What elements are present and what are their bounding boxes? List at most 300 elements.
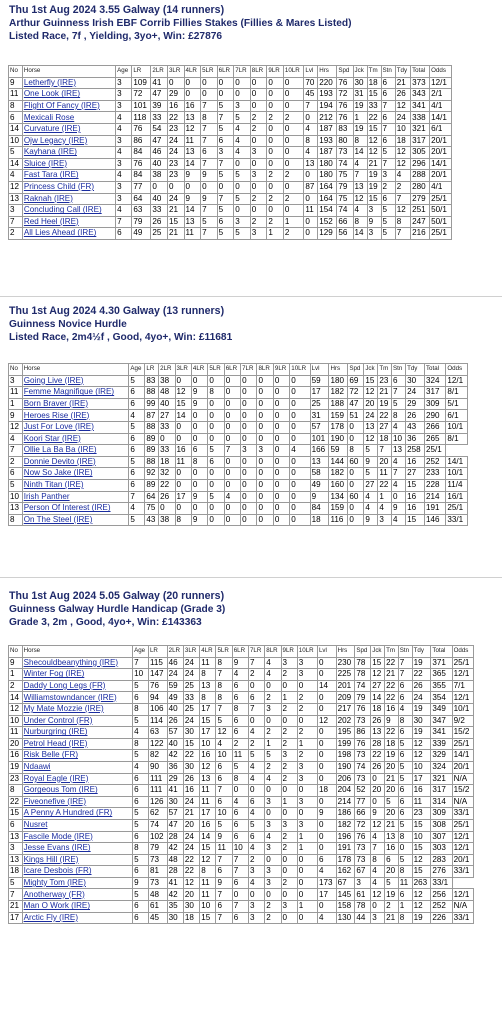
table-cell: 217: [336, 703, 355, 715]
table-cell: 111: [148, 773, 167, 785]
horse-link[interactable]: Mexicali Rose: [22, 112, 115, 124]
table-cell: 1: [281, 796, 297, 808]
table-cell: 8: [392, 410, 406, 422]
horse-link[interactable]: Gorgeous Tom (IRE): [22, 785, 132, 797]
horse-link[interactable]: Petrol Head (IRE): [22, 738, 132, 750]
table-cell: 11: [398, 877, 412, 889]
table-cell: 0: [317, 727, 336, 739]
table-cell: 18: [367, 77, 381, 89]
table-cell: 81: [148, 866, 167, 878]
table-row: [9, 135, 452, 147]
table-cell: 9: [367, 216, 381, 228]
table-cell: 10/1: [446, 468, 468, 480]
table-cell: 19: [378, 398, 392, 410]
table-row: [9, 715, 474, 727]
table-cell: 0: [175, 433, 191, 445]
table-cell: 0: [281, 912, 297, 924]
table-cell: 15: [367, 123, 381, 135]
table-cell: 6: [232, 819, 248, 831]
table-cell: 12: [175, 387, 191, 399]
table-cell: 0: [257, 421, 273, 433]
table-cell: 10/1: [452, 703, 473, 715]
table-cell: 24: [183, 657, 199, 669]
table-cell: 10: [392, 433, 406, 445]
horse-link[interactable]: Nusret: [22, 819, 132, 831]
horse-link[interactable]: All Lies Ahead (IRE): [22, 228, 115, 240]
table-cell: 19: [367, 170, 381, 182]
table-cell: 0: [283, 123, 304, 135]
column-header: No: [9, 364, 23, 376]
horse-link[interactable]: My Mate Mozzie (IRE): [22, 703, 132, 715]
table-row: [9, 158, 452, 170]
table-cell: 2: [9, 456, 23, 468]
table-cell: 12: [364, 433, 378, 445]
table-cell: 14: [9, 123, 23, 135]
table-cell: 6: [398, 727, 412, 739]
column-header: 9LR: [281, 646, 297, 658]
race-info: Listed Race, 7f , Yielding, 3yo+, Win: £27876: [9, 31, 223, 42]
table-cell: 35: [167, 901, 183, 913]
table-cell: 373: [411, 77, 430, 89]
horse-link[interactable]: Man O Work (IRE): [22, 901, 132, 913]
horse-link[interactable]: Winter Fog (IRE): [22, 669, 132, 681]
table-cell: 7: [201, 158, 218, 170]
table-cell: 6: [129, 433, 145, 445]
horse-link[interactable]: Irish Panther: [22, 491, 129, 503]
horse-link[interactable]: Heroes Rise (IRE): [22, 410, 129, 422]
table-cell: 0: [257, 514, 273, 526]
horse-link[interactable]: Person Of Interest (IRE): [22, 503, 129, 515]
table-cell: 0: [273, 456, 289, 468]
horse-link[interactable]: Jesse Evans (IRE): [22, 843, 132, 855]
table-cell: 30: [167, 796, 183, 808]
table-cell: 5: [398, 738, 412, 750]
column-header: 7LR: [241, 364, 257, 376]
table-cell: 3: [116, 89, 132, 101]
table-cell: 0: [297, 912, 317, 924]
table-row: [9, 456, 468, 468]
table-cell: 17: [412, 773, 431, 785]
table-cell: 79: [355, 692, 371, 704]
table-cell: 11: [378, 468, 392, 480]
table-cell: 2: [281, 843, 297, 855]
table-cell: 54: [151, 123, 168, 135]
table-cell: 7: [201, 228, 218, 240]
horse-link[interactable]: Raknah (IRE): [22, 193, 115, 205]
table-cell: 7: [381, 100, 395, 112]
race-table-1: [8, 65, 452, 240]
horse-link[interactable]: Kings Hill (IRE): [22, 854, 132, 866]
table-cell: 9: [364, 514, 378, 526]
horse-link[interactable]: Ollie La Ba Ba (IRE): [22, 445, 129, 457]
table-cell: 2: [283, 193, 304, 205]
table-row: [9, 421, 468, 433]
table-cell: 22: [378, 410, 392, 422]
table-cell: 13: [184, 112, 201, 124]
horse-link[interactable]: Shecouldbeanything (IRE): [22, 657, 132, 669]
table-cell: 19: [412, 703, 431, 715]
horse-link[interactable]: Royal Eagle (IRE): [22, 773, 132, 785]
horse-link[interactable]: Under Control (FR): [22, 715, 132, 727]
table-cell: 252: [431, 901, 452, 913]
table-cell: 129: [318, 228, 337, 240]
table-cell: 5: [381, 205, 395, 217]
horse-link[interactable]: Sluice (IRE): [22, 158, 115, 170]
table-cell: 0: [234, 205, 251, 217]
table-cell: 24: [167, 669, 183, 681]
table-cell: 2: [297, 750, 317, 762]
table-cell: 6: [129, 468, 145, 480]
table-cell: 187: [318, 147, 337, 159]
table-cell: 8: [216, 657, 232, 669]
table-cell: 4: [116, 123, 132, 135]
horse-link[interactable]: Mighty Tom (IRE): [22, 877, 132, 889]
table-cell: 2: [9, 680, 23, 692]
table-cell: 2: [250, 216, 267, 228]
table-cell: 30: [183, 901, 199, 913]
horse-link[interactable]: Going Live (IRE): [22, 375, 129, 387]
table-cell: 12: [412, 854, 431, 866]
table-cell: 89: [145, 445, 159, 457]
table-cell: 2: [9, 228, 23, 240]
horse-link[interactable]: Daddy Long Legs (FR): [22, 680, 132, 692]
table-cell: 8: [200, 692, 216, 704]
horse-link[interactable]: Donnie Devito (IRE): [22, 456, 129, 468]
table-cell: 3: [297, 819, 317, 831]
table-cell: 0: [348, 433, 364, 445]
table-cell: 18: [9, 866, 23, 878]
horse-link[interactable]: Icare Desbois (FR): [22, 866, 132, 878]
horse-link[interactable]: Ninth Titan (IRE): [22, 479, 129, 491]
table-cell: 0: [281, 866, 297, 878]
table-cell: 186: [336, 808, 355, 820]
table-cell: 25: [310, 398, 329, 410]
table-cell: 317: [411, 135, 430, 147]
table-cell: 0: [257, 398, 273, 410]
horse-link[interactable]: Red Heel (IRE): [22, 216, 115, 228]
column-header: 8LR: [257, 364, 273, 376]
table-row: [9, 398, 468, 410]
table-cell: 6: [398, 692, 412, 704]
table-cell: 4: [234, 123, 251, 135]
table-cell: 0: [281, 854, 297, 866]
table-cell: 0: [191, 410, 207, 422]
horse-link[interactable]: Fiveonefive (IRE): [22, 796, 132, 808]
table-cell: 5: [208, 491, 224, 503]
table-cell: 0: [232, 785, 248, 797]
table-cell: 193: [318, 89, 337, 101]
table-cell: 0: [283, 147, 304, 159]
table-cell: 22: [378, 479, 392, 491]
table-cell: 15: [183, 738, 199, 750]
table-cell: 80: [337, 135, 353, 147]
horse-link[interactable]: Concluding Call (IRE): [22, 205, 115, 217]
table-cell: 11: [9, 89, 23, 101]
horse-link[interactable]: Williamstowndancer (IRE): [22, 692, 132, 704]
table-cell: 5: [234, 112, 251, 124]
table-cell: 0: [250, 135, 267, 147]
table-cell: 14: [371, 692, 385, 704]
table-cell: 198: [336, 750, 355, 762]
table-cell: 23: [167, 170, 184, 182]
table-cell: 7: [216, 703, 232, 715]
table-cell: 0: [267, 135, 284, 147]
table-cell: 7: [9, 216, 23, 228]
table-cell: 4: [133, 727, 149, 739]
table-cell: 45: [148, 912, 167, 924]
horse-link[interactable]: Just For Love (IRE): [22, 421, 129, 433]
horse-link[interactable]: Anotherway (FR): [22, 889, 132, 901]
table-cell: 75: [337, 170, 353, 182]
table-cell: 4: [116, 205, 132, 217]
table-cell: 160: [329, 479, 348, 491]
horse-link[interactable]: Now So Jake (IRE): [22, 468, 129, 480]
table-cell: 3: [116, 181, 132, 193]
table-cell: 4: [265, 657, 281, 669]
table-cell: 5: [9, 147, 23, 159]
table-cell: 6: [232, 912, 248, 924]
table-cell: 2: [395, 181, 410, 193]
table-cell: 18: [183, 912, 199, 924]
table-cell: 349: [431, 703, 452, 715]
table-cell: 182: [329, 468, 348, 480]
table-cell: 0: [175, 421, 191, 433]
table-cell: 12: [317, 715, 336, 727]
table-cell: 6: [133, 692, 149, 704]
table-cell: 8: [395, 216, 410, 228]
table-cell: 8: [191, 456, 207, 468]
column-header: Age: [133, 646, 149, 658]
table-cell: 0: [290, 479, 310, 491]
table-cell: 12: [353, 193, 367, 205]
table-cell: 4: [129, 503, 145, 515]
horse-link[interactable]: Nurburgring (IRE): [22, 727, 132, 739]
table-cell: 20: [364, 398, 378, 410]
table-cell: 77: [355, 796, 371, 808]
table-cell: 72: [337, 89, 353, 101]
table-cell: 33: [367, 100, 381, 112]
table-cell: 6: [232, 808, 248, 820]
table-cell: 2: [232, 738, 248, 750]
table-row: [9, 692, 474, 704]
column-header: 5LR: [208, 364, 224, 376]
table-cell: 23: [167, 123, 184, 135]
table-cell: 6: [398, 680, 412, 692]
table-cell: 33: [159, 445, 175, 457]
table-cell: 3: [248, 912, 264, 924]
table-cell: 4: [248, 877, 264, 889]
table-cell: 63: [148, 727, 167, 739]
table-cell: 21: [385, 773, 399, 785]
table-cell: 9: [310, 491, 329, 503]
table-cell: 83: [145, 375, 159, 387]
table-cell: 59: [167, 680, 183, 692]
column-header: No: [9, 646, 23, 658]
table-cell: 7: [398, 657, 412, 669]
table-cell: 10: [216, 750, 232, 762]
table-row: [9, 387, 468, 399]
table-cell: 33/1: [431, 877, 452, 889]
table-cell: 0: [241, 375, 257, 387]
column-header: Tdy: [412, 646, 431, 658]
table-cell: 276: [431, 866, 452, 878]
table-cell: 214: [336, 796, 355, 808]
table-cell: 26: [371, 761, 385, 773]
table-cell: 182: [336, 819, 355, 831]
table-cell: 0: [241, 410, 257, 422]
table-cell: 22: [385, 727, 399, 739]
table-cell: 21: [385, 912, 399, 924]
table-cell: 6: [248, 831, 264, 843]
table-cell: 1: [378, 491, 392, 503]
race-table-3: [8, 645, 474, 924]
horse-link[interactable]: Born Braver (IRE): [22, 398, 129, 410]
table-cell: 7/1: [452, 680, 473, 692]
horse-link[interactable]: Fascile Mode (IRE): [22, 831, 132, 843]
column-header: 4LR: [191, 364, 207, 376]
table-cell: 0: [283, 181, 304, 193]
table-cell: 2: [281, 761, 297, 773]
table-cell: 73: [355, 773, 371, 785]
table-cell: 5: [248, 819, 264, 831]
column-header: 10LR: [283, 66, 304, 78]
table-cell: 0: [371, 796, 385, 808]
table-cell: 9: [216, 831, 232, 843]
table-cell: 72: [355, 819, 371, 831]
table-cell: 204: [336, 785, 355, 797]
table-cell: 0: [201, 77, 218, 89]
table-cell: 4: [371, 866, 385, 878]
table-cell: 6: [216, 901, 232, 913]
table-cell: 4: [290, 445, 310, 457]
table-cell: 89: [145, 433, 159, 445]
table-cell: 12/1: [452, 692, 473, 704]
table-cell: 6/1: [430, 123, 452, 135]
table-cell: 18: [395, 135, 410, 147]
table-cell: 321: [431, 773, 452, 785]
horse-link[interactable]: Ndaawi: [22, 761, 132, 773]
table-cell: 7: [392, 468, 406, 480]
horse-link[interactable]: Letherfly (IRE): [22, 77, 115, 89]
table-cell: 0: [317, 738, 336, 750]
horse-link[interactable]: Ojw Legacy (IRE): [22, 135, 115, 147]
table-cell: 7: [116, 216, 132, 228]
table-cell: 15: [200, 912, 216, 924]
table-cell: 15: [412, 866, 431, 878]
table-cell: 6: [248, 692, 264, 704]
table-cell: 4: [371, 831, 385, 843]
table-cell: 0: [283, 135, 304, 147]
table-cell: 12: [412, 889, 431, 901]
table-cell: 6/1: [446, 410, 468, 422]
table-cell: 206: [336, 773, 355, 785]
table-cell: 263: [412, 877, 431, 889]
table-cell: 2: [267, 112, 284, 124]
table-cell: 0: [348, 468, 364, 480]
table-cell: 9: [9, 77, 23, 89]
column-header: Jck: [371, 646, 385, 658]
table-cell: 88: [145, 421, 159, 433]
table-cell: 0: [257, 375, 273, 387]
table-cell: 214: [424, 491, 445, 503]
table-cell: 2: [250, 112, 267, 124]
table-cell: 0: [224, 398, 240, 410]
table-cell: 76: [355, 703, 371, 715]
table-cell: 47: [167, 819, 183, 831]
table-cell: 0: [290, 421, 310, 433]
table-cell: 11: [200, 889, 216, 901]
table-cell: 9: [216, 877, 232, 889]
table-cell: 3: [297, 796, 317, 808]
table-cell: 16: [412, 785, 431, 797]
table-cell: 79: [337, 181, 353, 193]
horse-link[interactable]: Flight Of Fancy (IRE): [22, 100, 115, 112]
table-cell: 0: [304, 228, 318, 240]
table-cell: 1: [297, 738, 317, 750]
table-cell: 9: [133, 877, 149, 889]
horse-link[interactable]: One Look (IRE): [22, 89, 115, 101]
horse-link[interactable]: Fast Tara (IRE): [22, 170, 115, 182]
table-cell: 8/1: [446, 387, 468, 399]
table-cell: 3: [116, 193, 132, 205]
table-cell: 0: [290, 514, 310, 526]
horse-link[interactable]: Femme Magnifique (IRE): [22, 387, 129, 399]
table-cell: 8: [232, 703, 248, 715]
table-cell: 40: [167, 703, 183, 715]
horse-link[interactable]: Koori Star (IRE): [22, 433, 129, 445]
table-cell: 6: [129, 479, 145, 491]
table-cell: 24: [406, 387, 425, 399]
horse-link[interactable]: Risk Belle (FR): [22, 750, 132, 762]
table-row: [9, 796, 474, 808]
table-cell: 130: [336, 912, 355, 924]
table-cell: 0: [317, 657, 336, 669]
table-cell: 13: [364, 421, 378, 433]
table-cell: 19: [9, 761, 23, 773]
table-cell: 3: [297, 773, 317, 785]
table-cell: 307: [431, 831, 452, 843]
table-cell: 8: [216, 692, 232, 704]
table-cell: 11: [184, 135, 201, 147]
table-cell: 0: [250, 158, 267, 170]
table-cell: 2: [250, 123, 267, 135]
table-cell: 9: [371, 808, 385, 820]
column-header: Horse: [22, 646, 132, 658]
table-cell: 8: [9, 514, 23, 526]
horse-link[interactable]: Princess Child (FR): [22, 181, 115, 193]
table-cell: 230: [336, 657, 355, 669]
table-cell: 0: [297, 877, 317, 889]
table-cell: 14: [184, 158, 201, 170]
table-cell: 8: [353, 216, 367, 228]
table-cell: 1: [9, 398, 23, 410]
table-row: [9, 514, 468, 526]
horse-link[interactable]: Arctic Fly (IRE): [22, 912, 132, 924]
table-cell: 3: [248, 866, 264, 878]
table-cell: 12: [184, 123, 201, 135]
table-cell: 4: [234, 135, 251, 147]
table-cell: 220: [318, 77, 337, 89]
table-cell: 0: [201, 181, 218, 193]
table-cell: 5: [381, 147, 395, 159]
horse-link[interactable]: On The Steel (IRE): [22, 514, 129, 526]
table-cell: 3: [367, 228, 381, 240]
horse-link[interactable]: Kayhana (IRE): [22, 147, 115, 159]
horse-link[interactable]: Curvature (IRE): [22, 123, 115, 135]
horse-link[interactable]: A Penny A Hundred (FR): [22, 808, 132, 820]
table-cell: 40: [151, 158, 168, 170]
column-header: Spd: [337, 66, 353, 78]
